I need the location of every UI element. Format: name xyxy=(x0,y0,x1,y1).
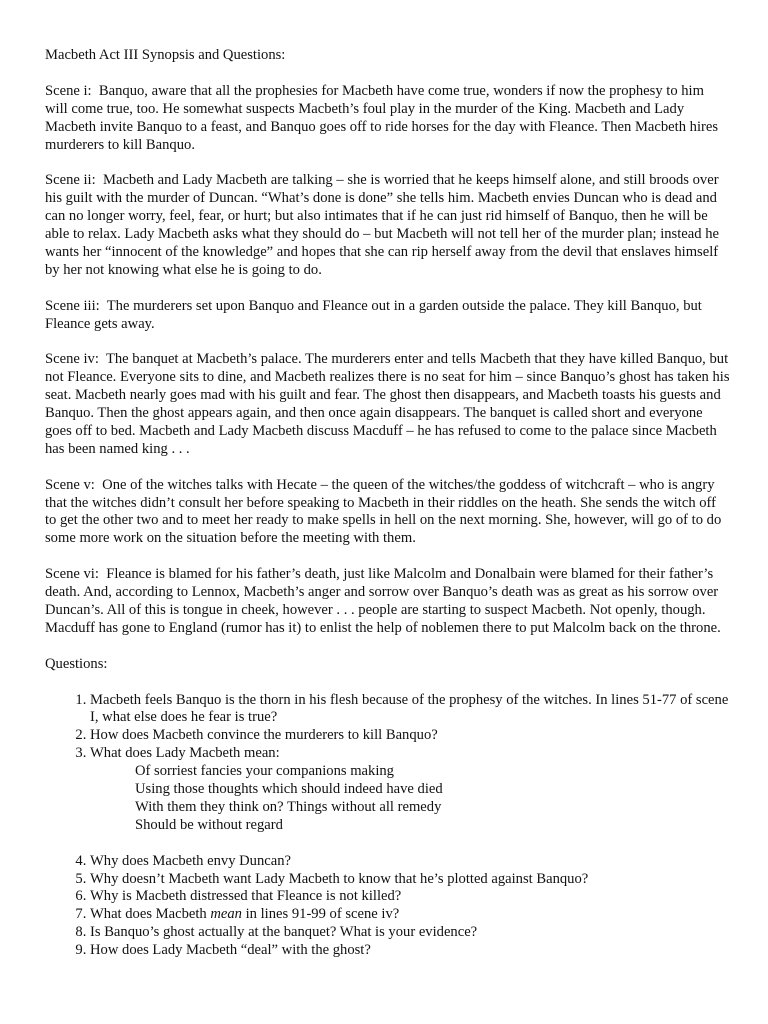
question-7-emphasis: mean xyxy=(210,906,242,923)
scene-6-text: Fleance is blamed for his father’s death, just like Malcolm and Donalbain were blamed for their father’s death. And, according to Lennox, Macbeth’s anger and sorrow over Banquo’s death was as great as his sorrow over Duncan’s. All of this is tongue in cheek, however . . . people are starting to suspect Macbeth. Not openly, though. Macduff has gone to England (rumor has it) to enlist the help of noblemen there to put Malcolm back on the throne. xyxy=(45,566,721,636)
scene-1-paragraph xyxy=(45,83,730,155)
quoted-passage xyxy=(90,763,730,835)
list-gap xyxy=(45,835,730,853)
question-2: 2. How does Macbeth convince the murderers to kill Banquo? xyxy=(90,727,730,745)
question-8: 8. Is Banquo’s ghost actually at the banquet? What is your evidence? xyxy=(90,924,730,942)
questions-heading: Questions: xyxy=(45,655,108,672)
question-9: 9. How does Lady Macbeth “deal” with the ghost? xyxy=(90,942,730,960)
scene-6-label: Scene vi: xyxy=(45,566,99,583)
question-4: 4. Why does Macbeth envy Duncan? xyxy=(90,853,730,871)
scene-2-paragraph xyxy=(45,172,730,279)
quote-line-4: Should be without regard xyxy=(135,816,283,833)
scene-3-text: The murderers set upon Banquo and Fleance out in a garden outside the palace. They kill Banquo, but Fleance gets away. xyxy=(45,297,702,332)
question-5: 5. Why doesn’t Macbeth want Lady Macbeth to know that he’s plotted against Banquo? xyxy=(90,871,730,889)
scene-3-label: Scene iii: xyxy=(45,297,100,314)
question-3 xyxy=(90,745,730,835)
question-7-after: in lines 91-99 of scene iv? xyxy=(241,906,400,923)
quote-line-3: With them they think on? Things without all remedy xyxy=(135,798,442,815)
scene-4-paragraph xyxy=(45,351,730,458)
question-6: 6. Why is Macbeth distressed that Fleance is not killed? xyxy=(90,888,730,906)
quote-line-1: Of sorriest fancies your companions making xyxy=(135,763,394,780)
question-3-text: What does Lady Macbeth mean: xyxy=(90,745,280,762)
scene-2-text: Macbeth and Lady Macbeth are talking – she is worried that he keeps himself alone, and still broods over his guilt with the murder of Duncan. “What’s done is done” she tells him. Macbeth envies Duncan who is dead and can no longer worry, feel, fear, or hurt; but also intimates that if he can just rid himself of Banquo, then he will be able to relax. Lady Macbeth asks what they should do – but Macbeth will not tell her of the murder plan; instead he wants her “innocent of the knowledge” and hopes that she can rip herself away from the devil that enslaves himself by her not knowing what else he is going to do. xyxy=(45,172,719,278)
scene-6-paragraph xyxy=(45,566,730,638)
questions-list-continued xyxy=(45,853,730,960)
quote-line-2: Using those thoughts which should indeed have died xyxy=(135,781,443,798)
question-7-before: What does Macbeth xyxy=(90,906,211,923)
scene-1-label: Scene i: xyxy=(45,82,92,99)
scene-4-text: The banquet at Macbeth’s palace. The murderers enter and tells Macbeth that they have killed Banquo, but not Fleance. Everyone sits to dine, and Macbeth realizes there is no seat for him – since Banquo’s ghost has taken his seat. Macbeth nearly goes mad with his guilt and fear. The ghost then disappears, and Macbeth toasts his guests and Banquo. Then the ghost appears again, and then once again disappears. The banquet is called short and everyone goes off to bed. Macbeth and Lady Macbeth discuss Macduff – he has refused to come to the palace since Macbeth has been named king . . . xyxy=(45,351,730,457)
scene-4-label: Scene iv: xyxy=(45,351,99,368)
scene-5-text: One of the witches talks with Hecate – the queen of the witches/the goddess of witchcraft – who is angry that the witches didn’t consult her before speaking to Macbeth in their riddles on the heath. She sends the witch off to get the other two and to meet her ready to make spells in hell on the next morning. She, however, will go of to do some more work on the situation before the meeting with them. xyxy=(45,476,722,547)
scene-1-text: Banquo, aware that all the prophesies for Macbeth have come true, wonders if now the prophesy to him will come true, too. He somewhat suspects Macbeth’s foul play in the murder of the King. Macbeth and Lady Macbeth invite Banquo to a feast, and Banquo goes off to ride horses for the day with Fleance. Then Macbeth hires murderers to kill Banquo. xyxy=(45,82,719,153)
questions-list xyxy=(45,692,730,835)
scene-2-label: Scene ii: xyxy=(45,172,96,189)
scene-3-paragraph xyxy=(45,298,730,334)
document-page xyxy=(45,47,730,978)
scene-5-paragraph xyxy=(45,477,730,549)
question-7 xyxy=(90,906,730,924)
scene-5-label: Scene v: xyxy=(45,476,95,493)
question-1: 1. Macbeth feels Banquo is the thorn in his flesh because of the prophesy of the witches. In lines 51-77 of scene I, what else does he fear is true? xyxy=(90,692,730,728)
document-title: Macbeth Act III Synopsis and Questions: xyxy=(45,47,286,63)
